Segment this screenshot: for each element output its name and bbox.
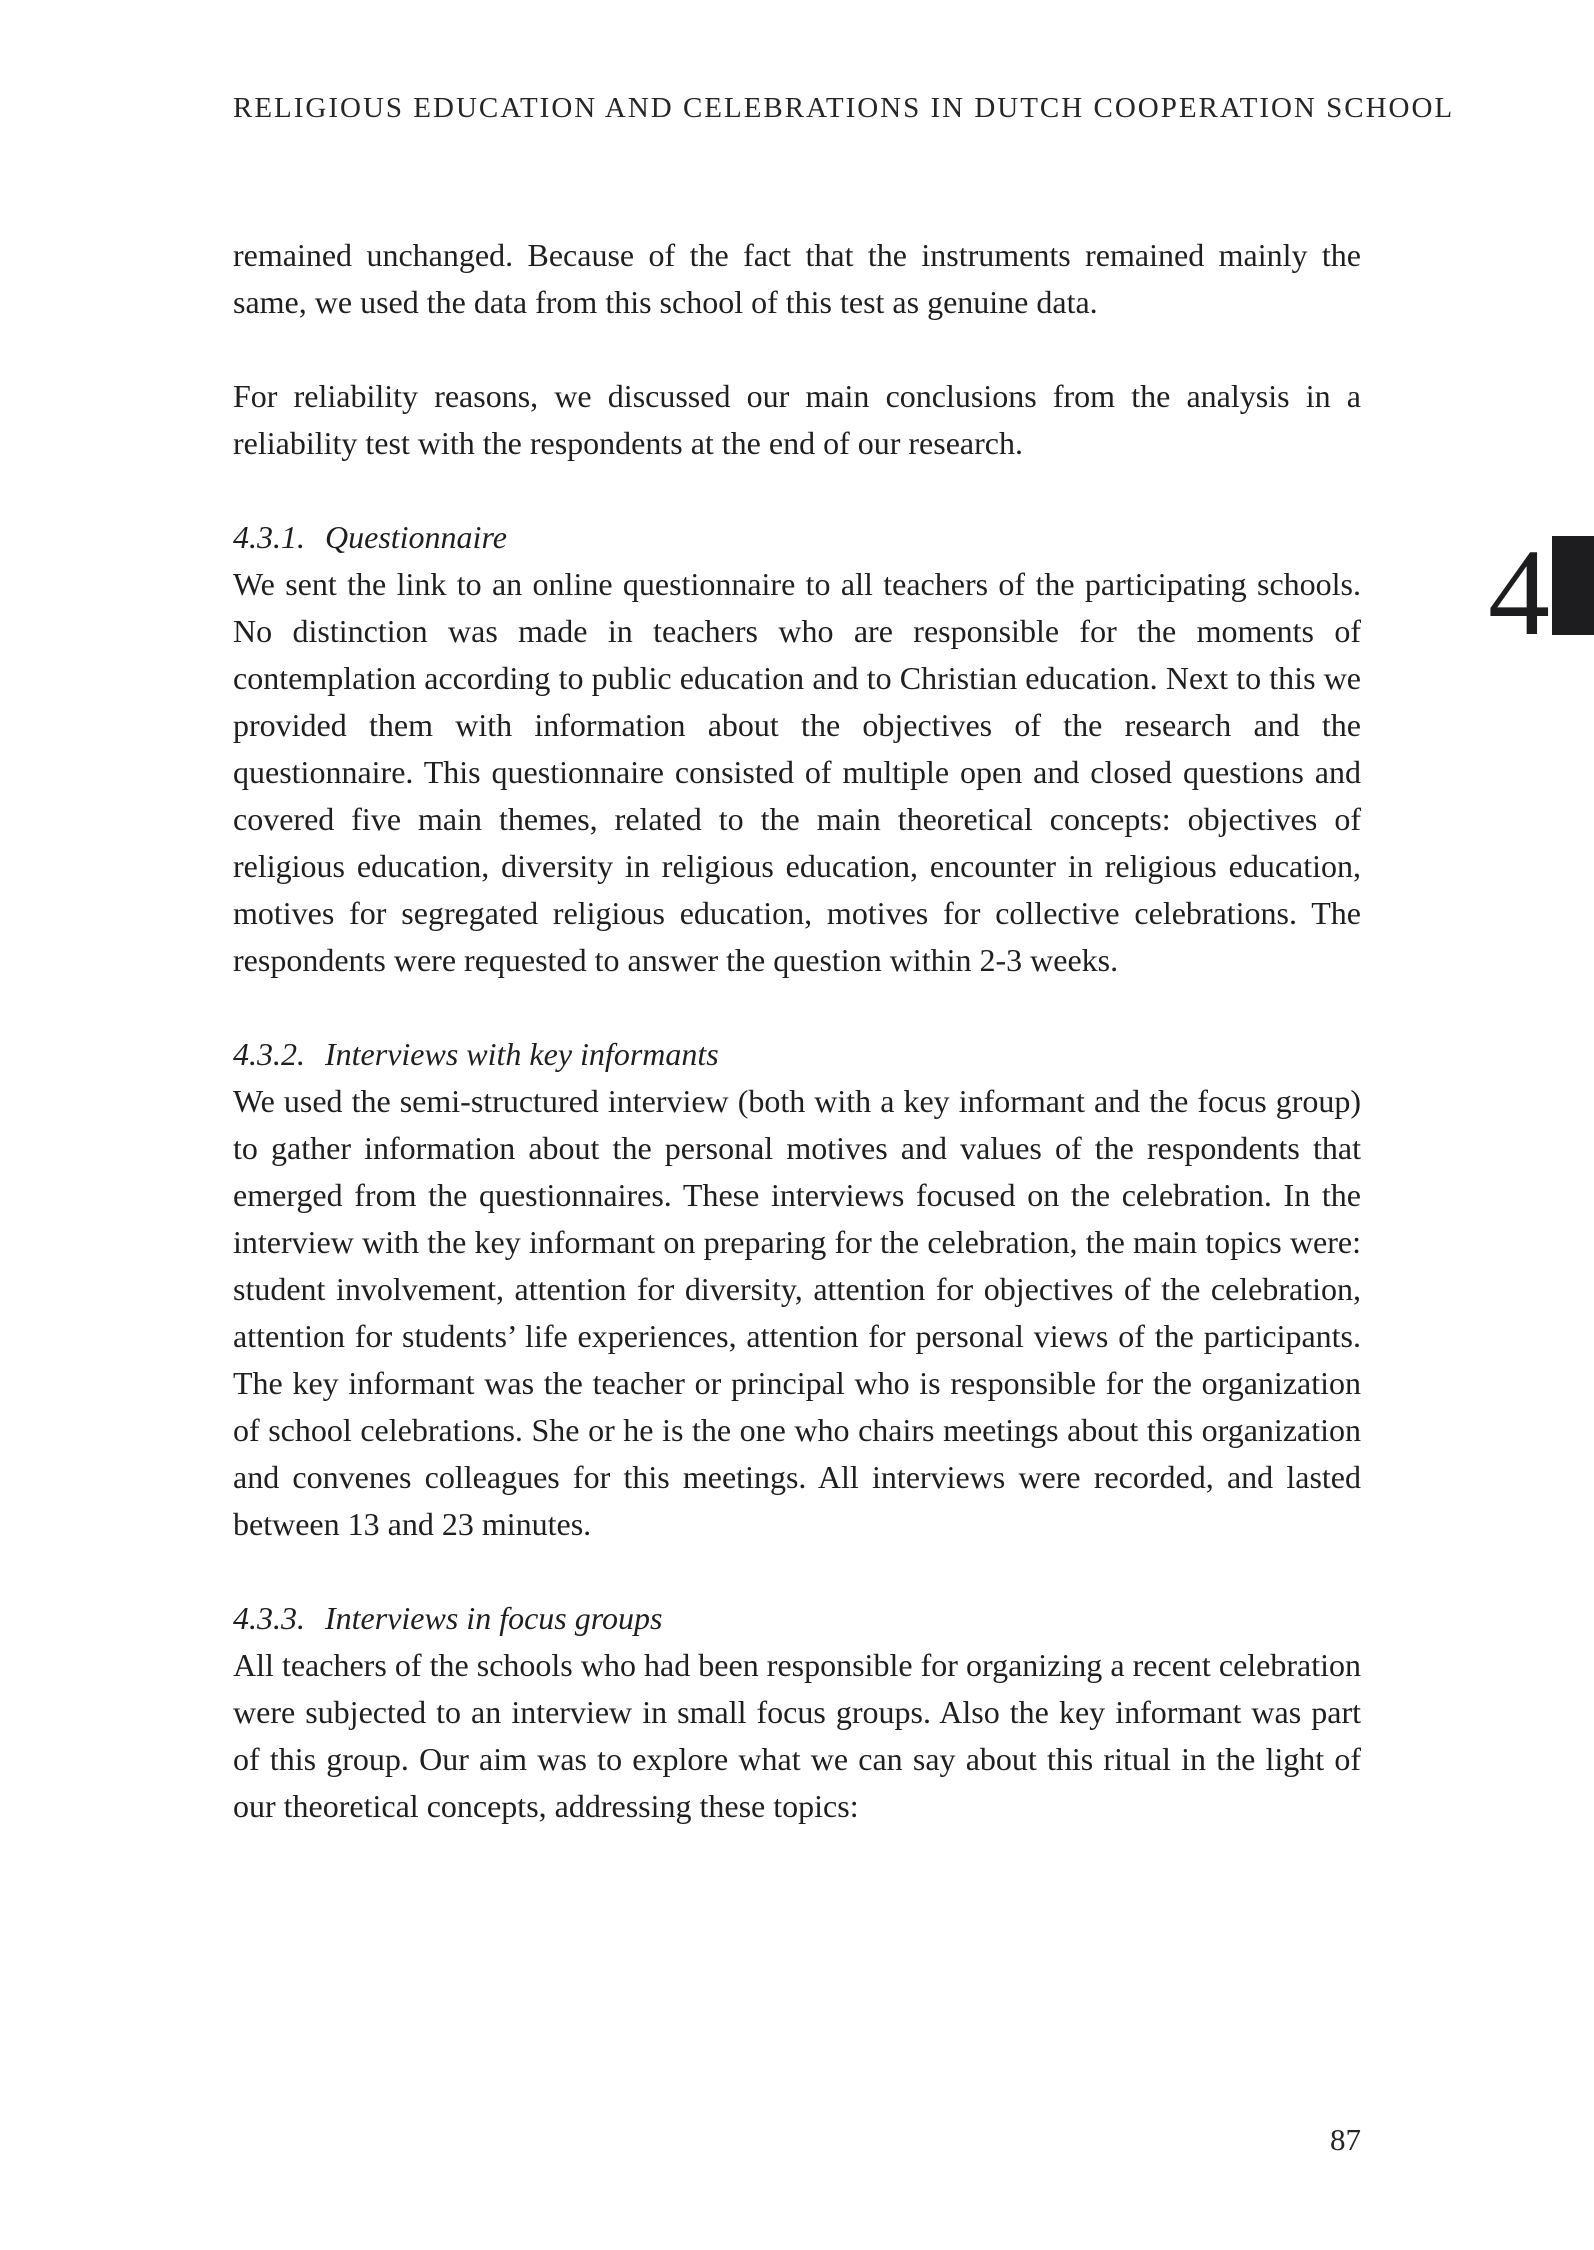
paragraph: All teachers of the schools who had been responsible for organizing a recent celebration were subjected to an interview in small focus groups. Also the key informant was part of this group. Our aim was to explore what we can say about this ritual in the light of our theoretical concepts, addressing these topics:	[233, 1647, 1361, 1824]
section-heading	[233, 514, 1361, 561]
running-header: RELIGIOUS EDUCATION AND CELEBRATIONS IN DUTCH COOPERATION SCHOOL	[233, 92, 1455, 124]
paragraph: We used the semi-structured interview (both with a key informant and the focus group) to gather information about the personal motives and values of the respondents that emerged from the questionnaires. These interviews focused on the celebration. In the interview with the key informant on preparing for the celebration, the main topics were: student involvement, attention for diversity, attention for objectives of the celebration, attention for students’ life experiences, attention for personal views of the participants. The key informant was the teacher or principal who is responsible for the organization of school celebrations. She or he is the one who chairs meetings about this organization and convenes colleagues for this meetings. All interviews were recorded, and lasted between 13 and 23 minutes.	[233, 1083, 1361, 1542]
paragraph: For reliability reasons, we discussed our main conclusions from the analysis in a reliability test with the respondents at the end of our research.	[233, 378, 1361, 461]
chapter-tab-bar	[1552, 536, 1594, 635]
paragraph: We sent the link to an online questionnaire to all teachers of the participating schools. No distinction was made in teachers who are responsible for the moments of contemplation according to public education and to Christian education. Next to this we provided them with information about the objectives of the research and the questionnaire. This questionnaire consisted of multiple open and closed questions and covered five main themes, related to the main theoretical concepts: objectives of religious education, diversity in religious education, encounter in religious education, motives for segregated religious education, motives for collective celebrations. The respondents were requested to answer the question within 2-3 weeks.	[233, 566, 1361, 978]
paragraph: remained unchanged. Because of the fact that the instruments remained mainly the same, we used the data from this school of this test as genuine data.	[233, 237, 1361, 320]
section-title: Interviews with key informants	[325, 1036, 719, 1072]
page-number: 87	[1330, 2122, 1361, 2157]
section-heading	[233, 1031, 1361, 1078]
chapter-number: 4	[1488, 524, 1550, 661]
section-heading	[233, 1595, 1361, 1642]
section-title: Questionnaire	[325, 519, 507, 555]
text-block	[233, 232, 1361, 1877]
section-number: 4.3.1.	[233, 519, 305, 555]
section-title: Interviews in focus groups	[325, 1600, 663, 1636]
section-number: 4.3.3.	[233, 1600, 305, 1636]
section-number: 4.3.2.	[233, 1036, 305, 1072]
